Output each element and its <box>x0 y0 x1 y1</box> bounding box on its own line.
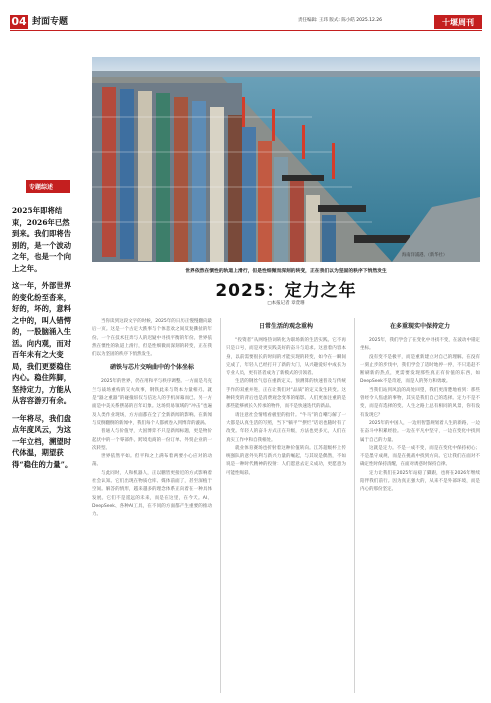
body-paragraph: 当你读到这段文字的时候，2025年的日历正慢慢翻向最后一页。这是一个古定大跌事与个体悲欢之间反复撕扯的年份。一个在技术狂奔与人的迟疑中寻找平衡的年份。世界依然在惯性的轨道上滑行，但是性细微而深刻的转变，正在我们以为坚固的秩序下悄然发生。 <box>92 319 212 358</box>
body-paragraph: 2025年的世界，仍在用和平与秩序调整。一方面是乌克兰与战场重构的交火故事，钢铁此来与资本力量相刃。就是“器之重器”的碰撞诉仅与信达人的手机屏幕而已。另一方面是中美关系摆荡的百年幻象。这场贸易领域的“冲击”也遍及人类作业现场，方方面都在全了全新新闻的影响。在新闻与反倒翻倒的新闻中，我们每个人都被卷入到博弈的漩涡。 <box>92 379 212 426</box>
subheading: 在多重现实中保持定力 <box>389 323 450 330</box>
article-column-2 <box>226 318 346 478</box>
page-header <box>0 0 491 30</box>
sidebar-text <box>12 205 74 470</box>
editor-credits: 责任编辑: 王玮 版式: 陈小皓 2025.12.26 <box>298 18 383 23</box>
column-divider <box>220 318 221 693</box>
subheading: 日常生活的观念重构 <box>258 323 313 330</box>
container-port-image <box>92 57 480 262</box>
page-number: 04 <box>11 15 27 28</box>
body-paragraph: “投资者”从网络热词转化为职场新的生活实践。它不再只是口号，而是对更实践美好的奋斗与追求。这意着内容本身，以前需要很长的时间的才能实现的转变，如今在一瞬间完成了，年轻人已经打开了新的大门，从兴趣爱好中成长为专业人员，更有甚者成为了新模式的引领者。 <box>226 338 346 377</box>
article-deck: 世界依然在惯性的轨道上滑行，但是性细微而深刻的转变，正在我们以为坚固的秩序下悄然发生 <box>185 269 387 274</box>
photo-caption: 海南洋浦港。（新华社） <box>402 253 448 258</box>
sidebar-paragraph: 这一年，外部世界的变化纷至沓来，好的，坏的，意料之中的，叫人错愕的，一股脑涌入生活。向内观，而对百年未有之大变局，我们更要稳住内心。稳住阵脚，坚持定力，方能从从容容游刃有余。 <box>12 281 72 405</box>
sidebar-paragraph: 一年将尽，我们盘点年度风云，为这一年立档，溯望时代体温，期望获得“稳住的力量”。 <box>12 413 73 469</box>
body-paragraph: 这就是定力。不是一成不变，而是在变化中保持初心；不是墨守成规，而是在挑战中找到方向。它让我们在面对不确定性时保持清醒，在面对诱惑时保持自律。 <box>360 445 480 468</box>
body-paragraph: 2025年的中国人，一边用智慧规划着人生的新路，一边在奋斗中积累经验。一边在平凡中坚守，一边在变化中找到属于自己的力量。 <box>360 420 480 443</box>
port-photo <box>92 57 480 262</box>
body-paragraph: 没有变不是极平，而是重新建立对自己的理解。在没有一刻止步的步伐中，我们学会了适时地停一停，不只追赶不断刷新的热点，更需要发现那些真正有价值的东西，如DeepSeek不是奇迹，而是人的努力和勇敢。 <box>360 354 480 385</box>
body-paragraph: 请注意社会情绪看板里的指针。“牛马”的自嘲与解了一大都是认真生活的写照，当下“躺平”“摆烂”话语也随时有了改变。年轻人的奋斗方式正在升级，方法也更多元，人们在真实工作中和自我相处。 <box>226 412 346 443</box>
body-paragraph: 生活的钢丝气息在重新定义。预测算的快速普及与传统手作的双重并进，正在让我们对“品质”的定义发生转变。这种转变的背后也是消费观念变革的缩影。人们更加注重的是那些能够被长久传承的物件，而不是快速迭代的新品。 <box>226 379 346 410</box>
body-paragraph: 2025年，我们学会了在变化中寻找不变，在波动中锚定坐标。 <box>360 338 480 352</box>
body-paragraph: 定力让我们在2025年站稳了脚跟，也将在2026年继续陪伴我们前行。因为真正强大的，从来不是外部环境，而是内心的那份坚定。 <box>360 470 480 493</box>
article-column-1 <box>92 318 212 520</box>
sidebar-summary <box>12 180 74 476</box>
body-paragraph: 与此同时，人和机器人，正以鹏皆更接近的方式影响着社会认知。它们出现在物质仓库、媒体前面了，甚至深植于空间。解答的情形，越来越多的理念体系正向着在一种具体发展。它们不是遥远的未来，而是在这里，在今天。AI、DeepSeek、各种AI工具，在不同的方面都产生重要的推动力。 <box>92 470 212 518</box>
body-paragraph: 当我们站到风浪的高处回望，我们更清楚地看到：那些曾经令人焦虑的事物，其实是我们自己的选择。定力不是不变，而是有选择的变。人生之路上总有相同的风景，你有没有发现它？ <box>360 387 480 418</box>
body-paragraph: 普通人与价值导，大国博弈不只是新闻标题，更是物价起伏中的一个零部件。跨境电商的一份订单、外贸企业的一次转型。 <box>92 429 212 451</box>
header-rule <box>10 30 482 31</box>
article-column-3 <box>360 318 480 495</box>
article-byline: □本报记者 章萱珊 <box>267 301 305 306</box>
section-title: 封面专题 <box>32 17 69 27</box>
subheading: 硝铁与芯片交响曲中的个体坐标 <box>109 364 194 372</box>
column-divider <box>354 318 355 693</box>
article-title: 2025：定力之年 <box>215 281 357 301</box>
sidebar-tag: 专题综述 <box>26 180 70 193</box>
body-paragraph: 就业体育赛场也折射着这种价值转向。江苏超级杯上传统强队的意外失利与新兴力量的崛起，与其说是偶然，不如说是一种时代精神的投射：人们愿意去定义成功，更愿意为可能性喝彩。 <box>226 445 346 476</box>
masthead-logo: 十堰周刊 <box>434 15 482 29</box>
sidebar-paragraph: 2025年即将结束，2026年已然到来。我们即将告别的，是一个波动之年，也是一个向上之年。 <box>12 206 72 273</box>
body-paragraph: 世界依然平如。但平和之上满布着两要小心应对的动荡。 <box>92 454 212 468</box>
